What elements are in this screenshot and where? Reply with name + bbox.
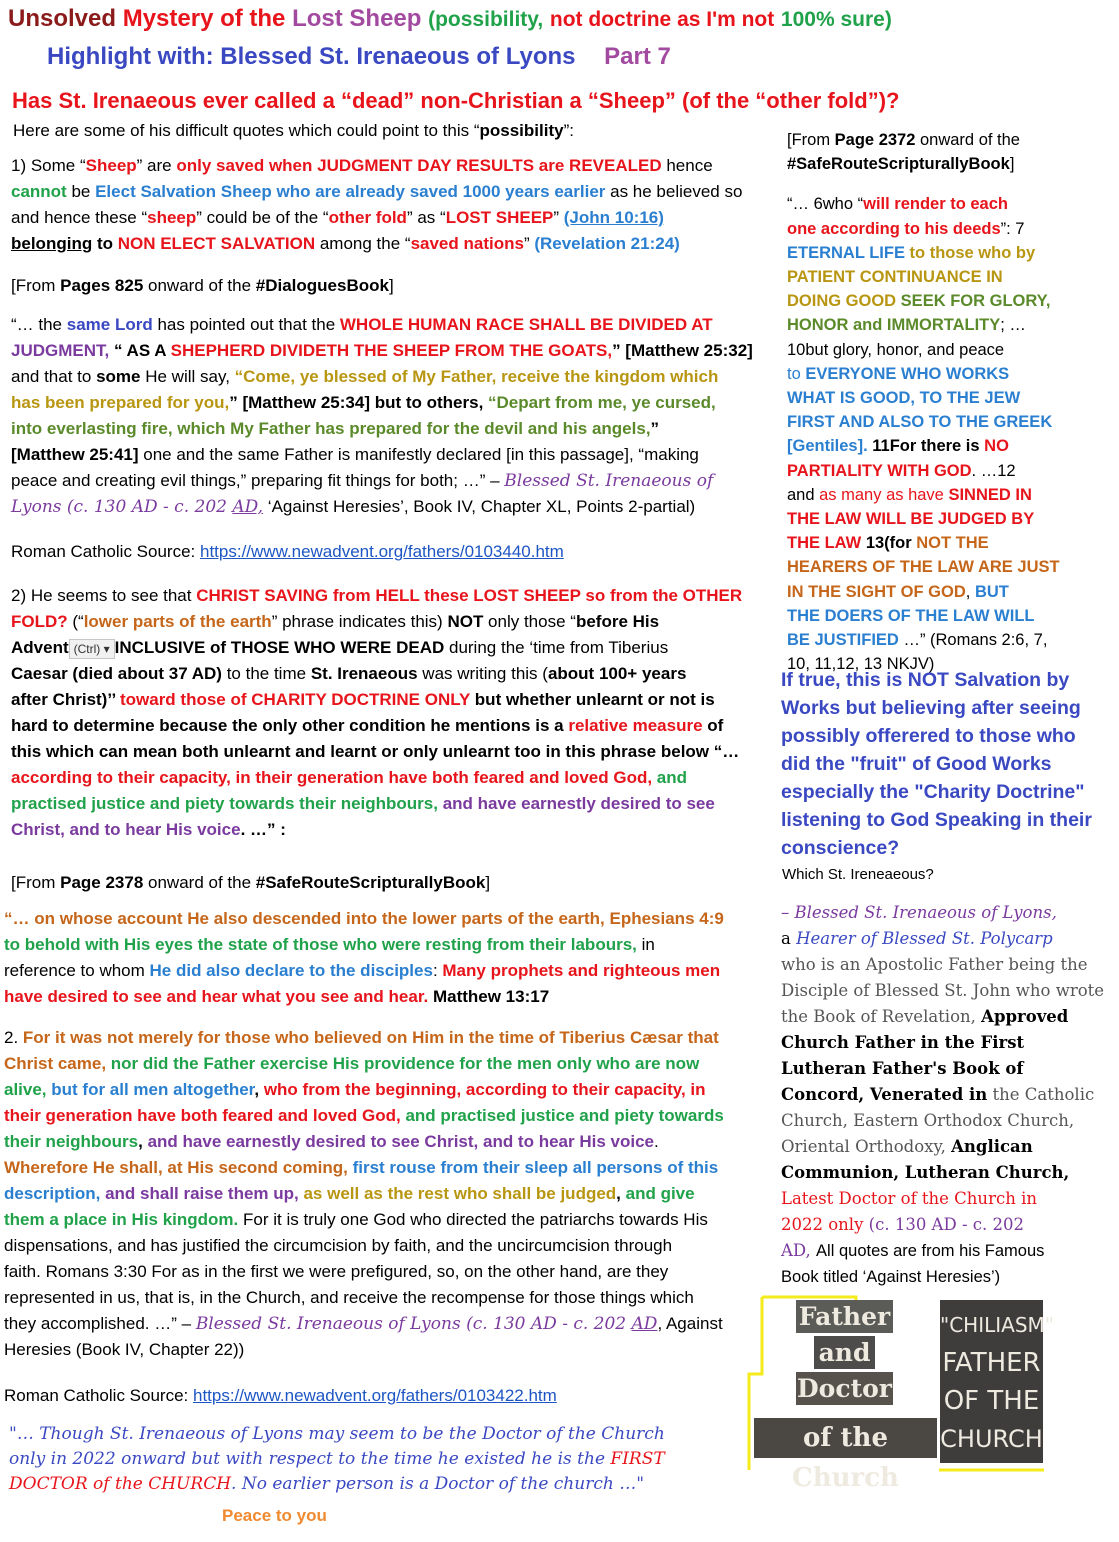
text-run: and have earnestly desired to see Christ, and to hear His voice [147, 1132, 654, 1151]
text-run: among the “ [315, 234, 411, 253]
text-run: CHRIST SAVING from HELL these LOST SHEEP so from the OTHER [196, 586, 743, 605]
subtitle-text: Highlight with: Blessed St. Irenaeous of Lyons [47, 43, 576, 70]
text-run: them a place in His kingdom. [4, 1210, 239, 1229]
text-run: ] [1009, 155, 1015, 174]
text-run: and hence these “ [11, 208, 148, 227]
text-run: Hearer of Blessed St. Polycarp [796, 929, 1053, 948]
text-run: (c. 130 AD - c. 202 [863, 1215, 1024, 1234]
text-run: to behold with His eyes the state of those who were resting from their labours, [4, 935, 637, 954]
text-run: toward those of CHARITY DOCTRINE ONLY [119, 690, 471, 709]
text-run: ”: 7 [1000, 219, 1025, 238]
text-run: their generation have both feared and loved God, [4, 1106, 401, 1125]
text-run: onward of the [915, 131, 1020, 149]
text-run: and practised justice and piety towards [400, 1106, 724, 1125]
text-run: “… the [11, 315, 67, 334]
point-1 [11, 153, 771, 257]
text-run: be [66, 182, 96, 201]
text-run: practised justice and piety towards their neighbours, [11, 794, 438, 813]
text-run: , [138, 1132, 148, 1151]
source-dialogues-book [11, 273, 394, 299]
text-run: He did also declare to the disciples [149, 961, 433, 980]
text-run: and give [625, 1184, 695, 1203]
text-run: only those “ [483, 612, 576, 631]
text-run: FIRST [610, 1449, 665, 1469]
text-run: a [781, 929, 797, 948]
text-run: THE LAW WILL BE JUDGED BY [787, 510, 1035, 529]
text-run: before His [575, 612, 660, 631]
text-run: only saved when JUDGMENT DAY RESULTS are REVEALED [176, 156, 662, 175]
text-run: Book titled ‘Against Heresies’) [781, 1268, 1001, 1286]
text-run: has pointed out that the [152, 315, 340, 334]
text-run: and have earnestly desired to see [437, 794, 715, 813]
text-run: the Book of Revelation, [781, 1007, 982, 1026]
text-run: 2022 only [781, 1215, 864, 1234]
page-title [8, 5, 892, 33]
text-run: PARTIALITY WITH GOD [787, 461, 972, 480]
of-the-church-image: of the Church [754, 1418, 937, 1458]
text-run: to the time [221, 664, 311, 683]
rc-source-1-link[interactable]: https://www.newadvent.org/fathers/0103440.htm [199, 542, 564, 561]
text-run: FIRST AND ALSO TO THE GREEK [787, 413, 1053, 432]
text-run: Lyons (c. 130 AD - c. 202 [11, 497, 233, 517]
text-run: their neighbours [4, 1132, 139, 1151]
word-and: and [814, 1336, 875, 1369]
source-safe-route-2378 [11, 870, 490, 896]
of-the-text: OF THE [943, 1386, 1040, 1416]
text-run: Heresies (Book IV, Chapter 22)) [4, 1340, 245, 1359]
text-run: AD [631, 1314, 658, 1334]
text-run: saved nations [410, 234, 524, 253]
text-run: into everlasting fire, which My Father has prepared for the devil and his angels, [11, 419, 651, 438]
text-run: Caesar (died about 37 AD) [11, 664, 222, 683]
text-run: onward of the [143, 873, 256, 892]
text-run: “… on whose account He also descended into the lower parts of the earth, Ephesians 4:9 [4, 909, 724, 928]
text-run: other fold [328, 208, 407, 227]
text-run: will render to each [863, 195, 1008, 214]
text-run: during the ‘time from Tiberius [444, 638, 669, 657]
text-run: ” could be of the “ [196, 208, 329, 227]
quote-against-heresies-4-22 [4, 1025, 749, 1363]
text-run: Venerated in [869, 1085, 988, 1104]
text-run: For it was not merely for those who believed on Him in the time of Tiberius Cæsar that [22, 1028, 719, 1047]
rc-source-2-label: Roman Catholic Source: [4, 1386, 193, 1405]
text-run: Pages 825 [60, 276, 144, 295]
text-run: Lutheran Father's Book of [781, 1059, 1024, 1078]
text-run: SEEK FOR GLORY, [896, 292, 1051, 311]
text-run: about 100+ years [547, 664, 687, 683]
text-run: as many as [819, 485, 904, 504]
text-run: THE LAW [787, 534, 862, 553]
text-run: but whether unlearnt or not is [470, 690, 715, 709]
text-run: Sheep [85, 156, 137, 175]
text-run: ’’ [107, 690, 120, 709]
word-father: Father [796, 1300, 893, 1333]
text-run: to those who by [904, 243, 1036, 262]
text-run: and shall raise them up, [100, 1184, 299, 1203]
text-run: who is an Apostolic Father being the [781, 955, 1088, 974]
text-run: …” (Romans 2:6, 7, [898, 631, 1048, 650]
text-run: Approved [981, 1007, 1069, 1026]
text-run: Church Father in the First [781, 1033, 1025, 1052]
text-run: Page 2378 [60, 873, 144, 892]
text-run: [From [11, 873, 61, 892]
text-run: , [965, 582, 975, 601]
text-run: sheep [147, 208, 197, 227]
text-run: St. Irenaeous [310, 664, 418, 683]
text-run: Latest Doctor of the Church in [781, 1189, 1037, 1208]
text-run: Church, Eastern Orthodox Church, [781, 1111, 1075, 1130]
text-run: and that to [11, 367, 97, 386]
intro-line [13, 118, 574, 144]
text-run: after Christ) [11, 690, 108, 709]
text-run: All quotes are from his Famous [816, 1242, 1045, 1260]
text-run: Communion, Lutheran Church, [781, 1163, 1070, 1182]
text-run: JUDGMENT, [11, 341, 110, 360]
text-run: (Revelation 21:24) [534, 234, 680, 253]
text-run: Blessed St. Irenaeous of [504, 471, 714, 491]
text-run: 2. [4, 1028, 23, 1047]
text-run: alive, [4, 1080, 47, 1099]
intro-text: Here are some of his difficult quotes which could point to this “ [13, 121, 480, 140]
text-run: Wherefore He shall, at His second coming, [4, 1158, 348, 1177]
text-run: HONOR and IMMORTALITY [787, 316, 1001, 335]
text-run: hard to determine because the only other condition he mentions is a [11, 716, 569, 735]
part-label: Part 7 [604, 43, 671, 70]
text-run: first rouse from their sleep all persons of this [347, 1158, 719, 1177]
text-run: – Blessed St. Irenaeous of Lyons, [781, 903, 1057, 922]
title-word-not-doctrine: not doctrine as I'm not [549, 8, 775, 31]
text-run: same Lord [66, 315, 153, 334]
text-run: “… 6who “ [787, 195, 864, 214]
text-run: in [636, 935, 655, 954]
text-run: BUT [974, 582, 1009, 601]
text-run: Advent [11, 638, 69, 657]
intro-bold: possibility [479, 121, 564, 140]
closing-quote [9, 1422, 754, 1497]
text-run: Concord, [781, 1085, 870, 1104]
text-run: ] [388, 276, 394, 295]
text-run: EVERYONE WHO WORKS [805, 364, 1010, 383]
text-run: ” as “ [406, 208, 446, 227]
text-run: ” [Matthew 25:34] but to others, [229, 393, 489, 412]
text-run: some [96, 367, 141, 386]
text-run: . …12 [971, 461, 1016, 480]
text-run: 1) Some “ [11, 156, 86, 175]
text-run: have [903, 485, 949, 504]
text-run: they accomplished. …” – [4, 1314, 196, 1333]
which-irenaeus: Which St. Ireneaeous? [782, 866, 934, 883]
text-run: “ AS A [109, 341, 171, 360]
text-run: HEARERS OF THE LAW ARE JUST [787, 558, 1060, 577]
text-run: dispensations, and has justified the circumcision by faith, and the uncircumcision through [4, 1236, 673, 1255]
intro-end: ”: [563, 121, 574, 140]
text-run: AD, [781, 1241, 817, 1260]
sidebar-bio [781, 900, 1116, 1290]
rc-source-1-label: Roman Catholic Source: [11, 542, 200, 561]
text-run: ” [523, 234, 535, 253]
chiliasm-father-image [940, 1300, 1054, 1463]
peace-to-you: Peace to you [222, 1506, 327, 1525]
text-run: represented in us, that is, in the Church, and receive the recompense for those things which [4, 1288, 694, 1307]
paste-options-button[interactable]: (Ctrl) ▾ [69, 639, 115, 659]
text-run: . No earlier person is a Doctor of the church …" [231, 1474, 645, 1494]
text-run: ; … [1000, 316, 1026, 335]
text-run: Blessed St. Irenaeous of Lyons (c. 130 AD - c. 202 [195, 1314, 632, 1334]
text-run: who from the beginning, according to their capacity, in [263, 1080, 706, 1099]
text-run: faith. Romans 3:30 For as in the first we were prefigured, so, on the other hand, are they [4, 1262, 669, 1281]
text-run: THE DOERS OF THE LAW WILL [787, 606, 1035, 625]
text-run: WHAT IS GOOD, TO THE JEW [787, 389, 1021, 408]
word-doctor: Doctor [797, 1374, 892, 1403]
text-run: He will say, [140, 367, 235, 386]
title-word-unsolved: Unsolved [8, 5, 117, 32]
text-run: ETERNAL LIFE [787, 243, 905, 262]
text-run: has been prepared for you, [11, 393, 230, 412]
text-run: one and the same Father is manifestly declared [in this passage], “making [138, 445, 699, 464]
text-run: nor did the Father exercise His providence for the men only who are now [106, 1054, 700, 1073]
father-and-doctor-image [796, 1300, 893, 1410]
text-run: have desired to see and hear what you see and hear. [4, 987, 429, 1006]
chiliasm-text: "CHILIASM" [940, 1313, 1054, 1337]
text-run: ” [553, 208, 564, 227]
quote-matthew-25 [11, 312, 771, 520]
text-run: ” are [136, 156, 177, 175]
text-run: BE JUSTIFIED [787, 631, 899, 650]
text-run: Elect Salvation Sheep who are already saved 1000 years earlier [95, 182, 606, 201]
text-run: relative measure [568, 716, 703, 735]
text-run: ” [650, 419, 660, 438]
church-text: CHURCH [940, 1425, 1043, 1453]
text-run: 10, 11,12, 13 NKJV) [787, 655, 935, 674]
text-run: #DialoguesBook [255, 276, 389, 295]
text-run: . [653, 1132, 659, 1151]
text-run: [From [787, 131, 835, 149]
text-run: NON ELECT SALVATION [117, 234, 316, 253]
text-run: as well as the rest who shall be judged [298, 1184, 617, 1203]
father-text: FATHER [942, 1348, 1041, 1378]
text-run: Disciple of Blessed St. John who wrote [781, 981, 1105, 1000]
text-run: ‘Against Heresies’, Book IV, Chapter XL, Points 2-partial) [263, 497, 696, 516]
text-run: Christ came, [4, 1054, 107, 1073]
text-run: SHEPHERD DIVIDETH THE SHEEP FROM THE GOATS, [170, 341, 613, 360]
title-word-sure: 100% sure) [780, 8, 892, 31]
sidebar-romans-quote [787, 128, 1087, 676]
title-word-mystery: Mystery of the [122, 5, 286, 32]
text-run: Matthew 13:17 [428, 987, 550, 1006]
text-run: belonging [11, 234, 93, 253]
text-run: reference to whom [4, 961, 150, 980]
text-run: #SafeRouteScripturallyBook [787, 155, 1010, 174]
rc-source-2 [4, 1383, 557, 1409]
text-run: DOING GOOD [787, 292, 897, 311]
text-run: , [616, 1184, 626, 1203]
text-run: Christ, and to hear His voice [11, 820, 241, 839]
text-run: peace and creating evil things,” preparing fit things for both; …” – [11, 471, 505, 490]
text-run: Many prophets and righteous men [442, 961, 721, 980]
point-2 [11, 583, 771, 843]
text-run: 11For there is [867, 437, 985, 456]
text-run: and [652, 768, 688, 787]
title-word-possibility: (possibility, [428, 8, 544, 31]
text-run: as he believed so [605, 182, 743, 201]
text-run: the Catholic [987, 1085, 1095, 1104]
text-run: 13(for [861, 534, 917, 553]
text-run: WHOLE HUMAN RACE SHALL BE DIVIDED AT [339, 315, 713, 334]
text-run: [From [11, 276, 61, 295]
text-run: 2) He seems to see that [11, 586, 197, 605]
text-run: NOT [447, 612, 484, 631]
text-run: , Against [657, 1314, 723, 1333]
quote-ephesians-matthew [4, 906, 774, 1010]
text-run: For it is truly one God who directed the patriarchs towards His [238, 1210, 708, 1229]
text-run: IN THE SIGHT OF GOD [787, 582, 966, 601]
text-run: 10but glory, honor, and peace [787, 340, 1005, 359]
text-run: description, [4, 1184, 101, 1203]
text-run: ” phrase indicates this) [271, 612, 448, 631]
text-run: but for all men altogether [46, 1080, 255, 1099]
text-run: Oriental Orthodoxy, [781, 1137, 952, 1156]
text-run: was writing this ( [417, 664, 548, 683]
subtitle [47, 43, 671, 71]
text-run: ] [485, 873, 491, 892]
text-run: ” [Matthew 25:32] [612, 341, 753, 360]
text-run: LOST SHEEP [445, 208, 554, 227]
text-run: SINNED IN [948, 485, 1032, 504]
text-run: according to their capacity, in their generation have both feared and loved God, [11, 768, 653, 787]
text-run: to [92, 234, 118, 253]
text-run: NO [984, 437, 1009, 456]
text-run: , [254, 1080, 264, 1099]
text-run: cannot [11, 182, 67, 201]
text-run: . …” : [240, 820, 286, 839]
text-run: hence [661, 156, 713, 175]
text-run: (“ [67, 612, 84, 631]
text-run: of [702, 716, 724, 735]
text-run: and [787, 485, 820, 504]
text-run: only in 2022 onward but with respect to the time he existed he is the [9, 1449, 611, 1469]
text-run: AD, [232, 497, 264, 517]
text-run: NOT THE [916, 534, 989, 553]
text-run: “Depart from me, ye cursed, [488, 393, 716, 412]
text-run: this which can mean both unlearnt and learnt or only unlearnt too in this phrase below “… [11, 742, 740, 761]
text-run: Anglican [951, 1137, 1033, 1156]
sidebar-note: If true, this is NOT Salvation by Works but believing after seeing possibly offerered to those who did the "fruit" of Good Works especially the "Charity Doctrine" listening to God Speaking in their conscience? [781, 669, 1092, 859]
text-run: "… Though St. Irenaeous of Lyons may seem to be the Doctor of the Church [9, 1424, 665, 1444]
text-run: [Matthew 25:41] [11, 445, 139, 464]
text-run: one according to his deeds [787, 219, 1001, 238]
text-run: : [432, 961, 443, 980]
title-word-lost-sheep: Lost Sheep [292, 5, 422, 32]
rc-source-1 [11, 539, 564, 565]
text-run: FOLD? [11, 612, 68, 631]
text-run: onward of the [143, 276, 256, 295]
text-run: INCLUSIVE of THOSE WHO WERE DEAD [114, 638, 445, 657]
text-run: to [787, 364, 806, 383]
text-run: #SafeRouteScripturallyBook [255, 873, 486, 892]
text-run: DOCTOR of the CHURCH [9, 1474, 232, 1494]
text-run: “Come, ye blessed of My Father, receive the kingdom which [234, 367, 719, 386]
rc-source-2-link[interactable]: https://www.newadvent.org/fathers/0103422.htm [192, 1386, 557, 1405]
question-heading: Has St. Irenaeous ever called a “dead” non-Christian a “Sheep” (of the “other fold”)? [12, 88, 900, 113]
text-run: PATIENT CONTINUANCE IN [787, 268, 1003, 287]
text-run: (John 10:16) [563, 208, 664, 227]
text-run: Page 2372 [834, 131, 916, 149]
text-run: [Gentiles]. [787, 437, 868, 456]
text-run: lower parts of the earth [83, 612, 272, 631]
